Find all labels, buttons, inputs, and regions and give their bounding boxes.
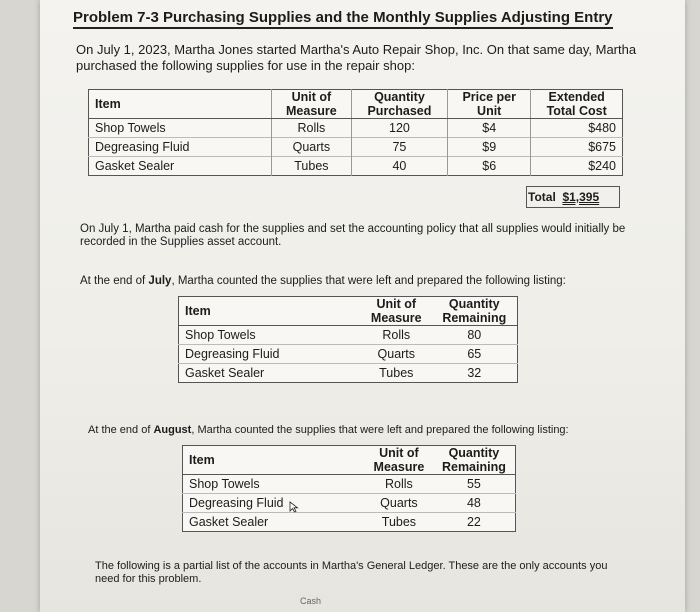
cell-unit: Tubes xyxy=(272,157,352,176)
col-unit: Unit of Measure xyxy=(365,446,433,475)
table-row xyxy=(179,345,518,364)
cell-unit: Rolls xyxy=(365,475,433,494)
table-row xyxy=(89,138,623,157)
august-paragraph: At the end of August, Martha counted the supplies that were left and prepared the following listing: xyxy=(88,424,569,436)
table-row xyxy=(183,513,516,532)
purchase-table xyxy=(88,89,623,176)
table-row xyxy=(179,326,518,345)
cell-qty: 65 xyxy=(432,345,518,364)
cell-ext: $480 xyxy=(531,119,623,138)
intro-paragraph: On July 1, 2023, Martha Jones started Martha's Auto Repair Shop, Inc. On that same day, Martha purchased the following supplies for use in the repair shop: xyxy=(76,42,637,73)
col-item: Item xyxy=(183,446,366,475)
col-unit: Unit of Measure xyxy=(272,90,352,119)
cell-qty: 48 xyxy=(433,494,516,513)
cell-price: $4 xyxy=(448,119,531,138)
ledger-paragraph: The following is a partial list of the accounts in Martha's General Ledger. These are the only accounts you need for this problem. xyxy=(95,560,608,585)
july-table xyxy=(178,296,518,383)
problem-title: Problem 7-3 Purchasing Supplies and the Monthly Supplies Adjusting Entry xyxy=(73,9,613,29)
cell-unit: Quarts xyxy=(272,138,352,157)
cell-qty: 120 xyxy=(351,119,447,138)
cell-item: Gasket Sealer xyxy=(179,364,362,383)
cell-qty: 32 xyxy=(432,364,518,383)
cell-unit: Rolls xyxy=(272,119,352,138)
purchase-table-header xyxy=(89,90,623,119)
cell-unit: Tubes xyxy=(361,364,432,383)
cell-qty: 22 xyxy=(433,513,516,532)
total-line xyxy=(528,190,599,204)
col-quantity: Quantity Purchased xyxy=(351,90,447,119)
cell-unit: Tubes xyxy=(365,513,433,532)
cell-unit: Rolls xyxy=(361,326,432,345)
cut-off-text: Cash xyxy=(300,596,322,606)
table-row xyxy=(183,475,516,494)
cell-unit: Quarts xyxy=(361,345,432,364)
table-row xyxy=(179,364,518,383)
cell-ext: $240 xyxy=(531,157,623,176)
cell-price: $9 xyxy=(448,138,531,157)
cell-item: Shop Towels xyxy=(179,326,362,345)
col-item: Item xyxy=(179,297,362,326)
cell-ext: $675 xyxy=(531,138,623,157)
table-row xyxy=(183,494,516,513)
cell-item: Gasket Sealer xyxy=(89,157,272,176)
col-price: Price per Unit xyxy=(448,90,531,119)
col-quantity: Quantity Remaining xyxy=(432,297,518,326)
cell-qty: 75 xyxy=(351,138,447,157)
cell-item: Shop Towels xyxy=(89,119,272,138)
table-row xyxy=(89,157,623,176)
table-row xyxy=(89,119,623,138)
cell-qty: 55 xyxy=(433,475,516,494)
col-unit: Unit of Measure xyxy=(361,297,432,326)
july-paragraph: At the end of July, Martha counted the supplies that were left and prepared the following listing: xyxy=(80,275,566,287)
cell-item: Degreasing Fluid xyxy=(183,494,366,513)
col-item: Item xyxy=(89,90,272,119)
july-table-header xyxy=(179,297,518,326)
cell-item: Degreasing Fluid xyxy=(179,345,362,364)
col-extended: Extended Total Cost xyxy=(531,90,623,119)
august-table xyxy=(182,445,516,532)
cell-item: Shop Towels xyxy=(183,475,366,494)
august-table-header xyxy=(183,446,516,475)
cell-item: Degreasing Fluid xyxy=(89,138,272,157)
total-value: $1,395 xyxy=(562,190,600,204)
cell-qty: 80 xyxy=(432,326,518,345)
col-quantity: Quantity Remaining xyxy=(433,446,516,475)
policy-paragraph: On July 1, Martha paid cash for the supplies and set the accounting policy that all supplies would initially be recorded in the Supplies asset account. xyxy=(80,223,626,248)
total-label: Total xyxy=(528,190,556,204)
cell-unit: Quarts xyxy=(365,494,433,513)
cell-qty: 40 xyxy=(351,157,447,176)
cell-item: Gasket Sealer xyxy=(183,513,366,532)
mouse-pointer-icon xyxy=(289,501,299,513)
cell-price: $6 xyxy=(448,157,531,176)
